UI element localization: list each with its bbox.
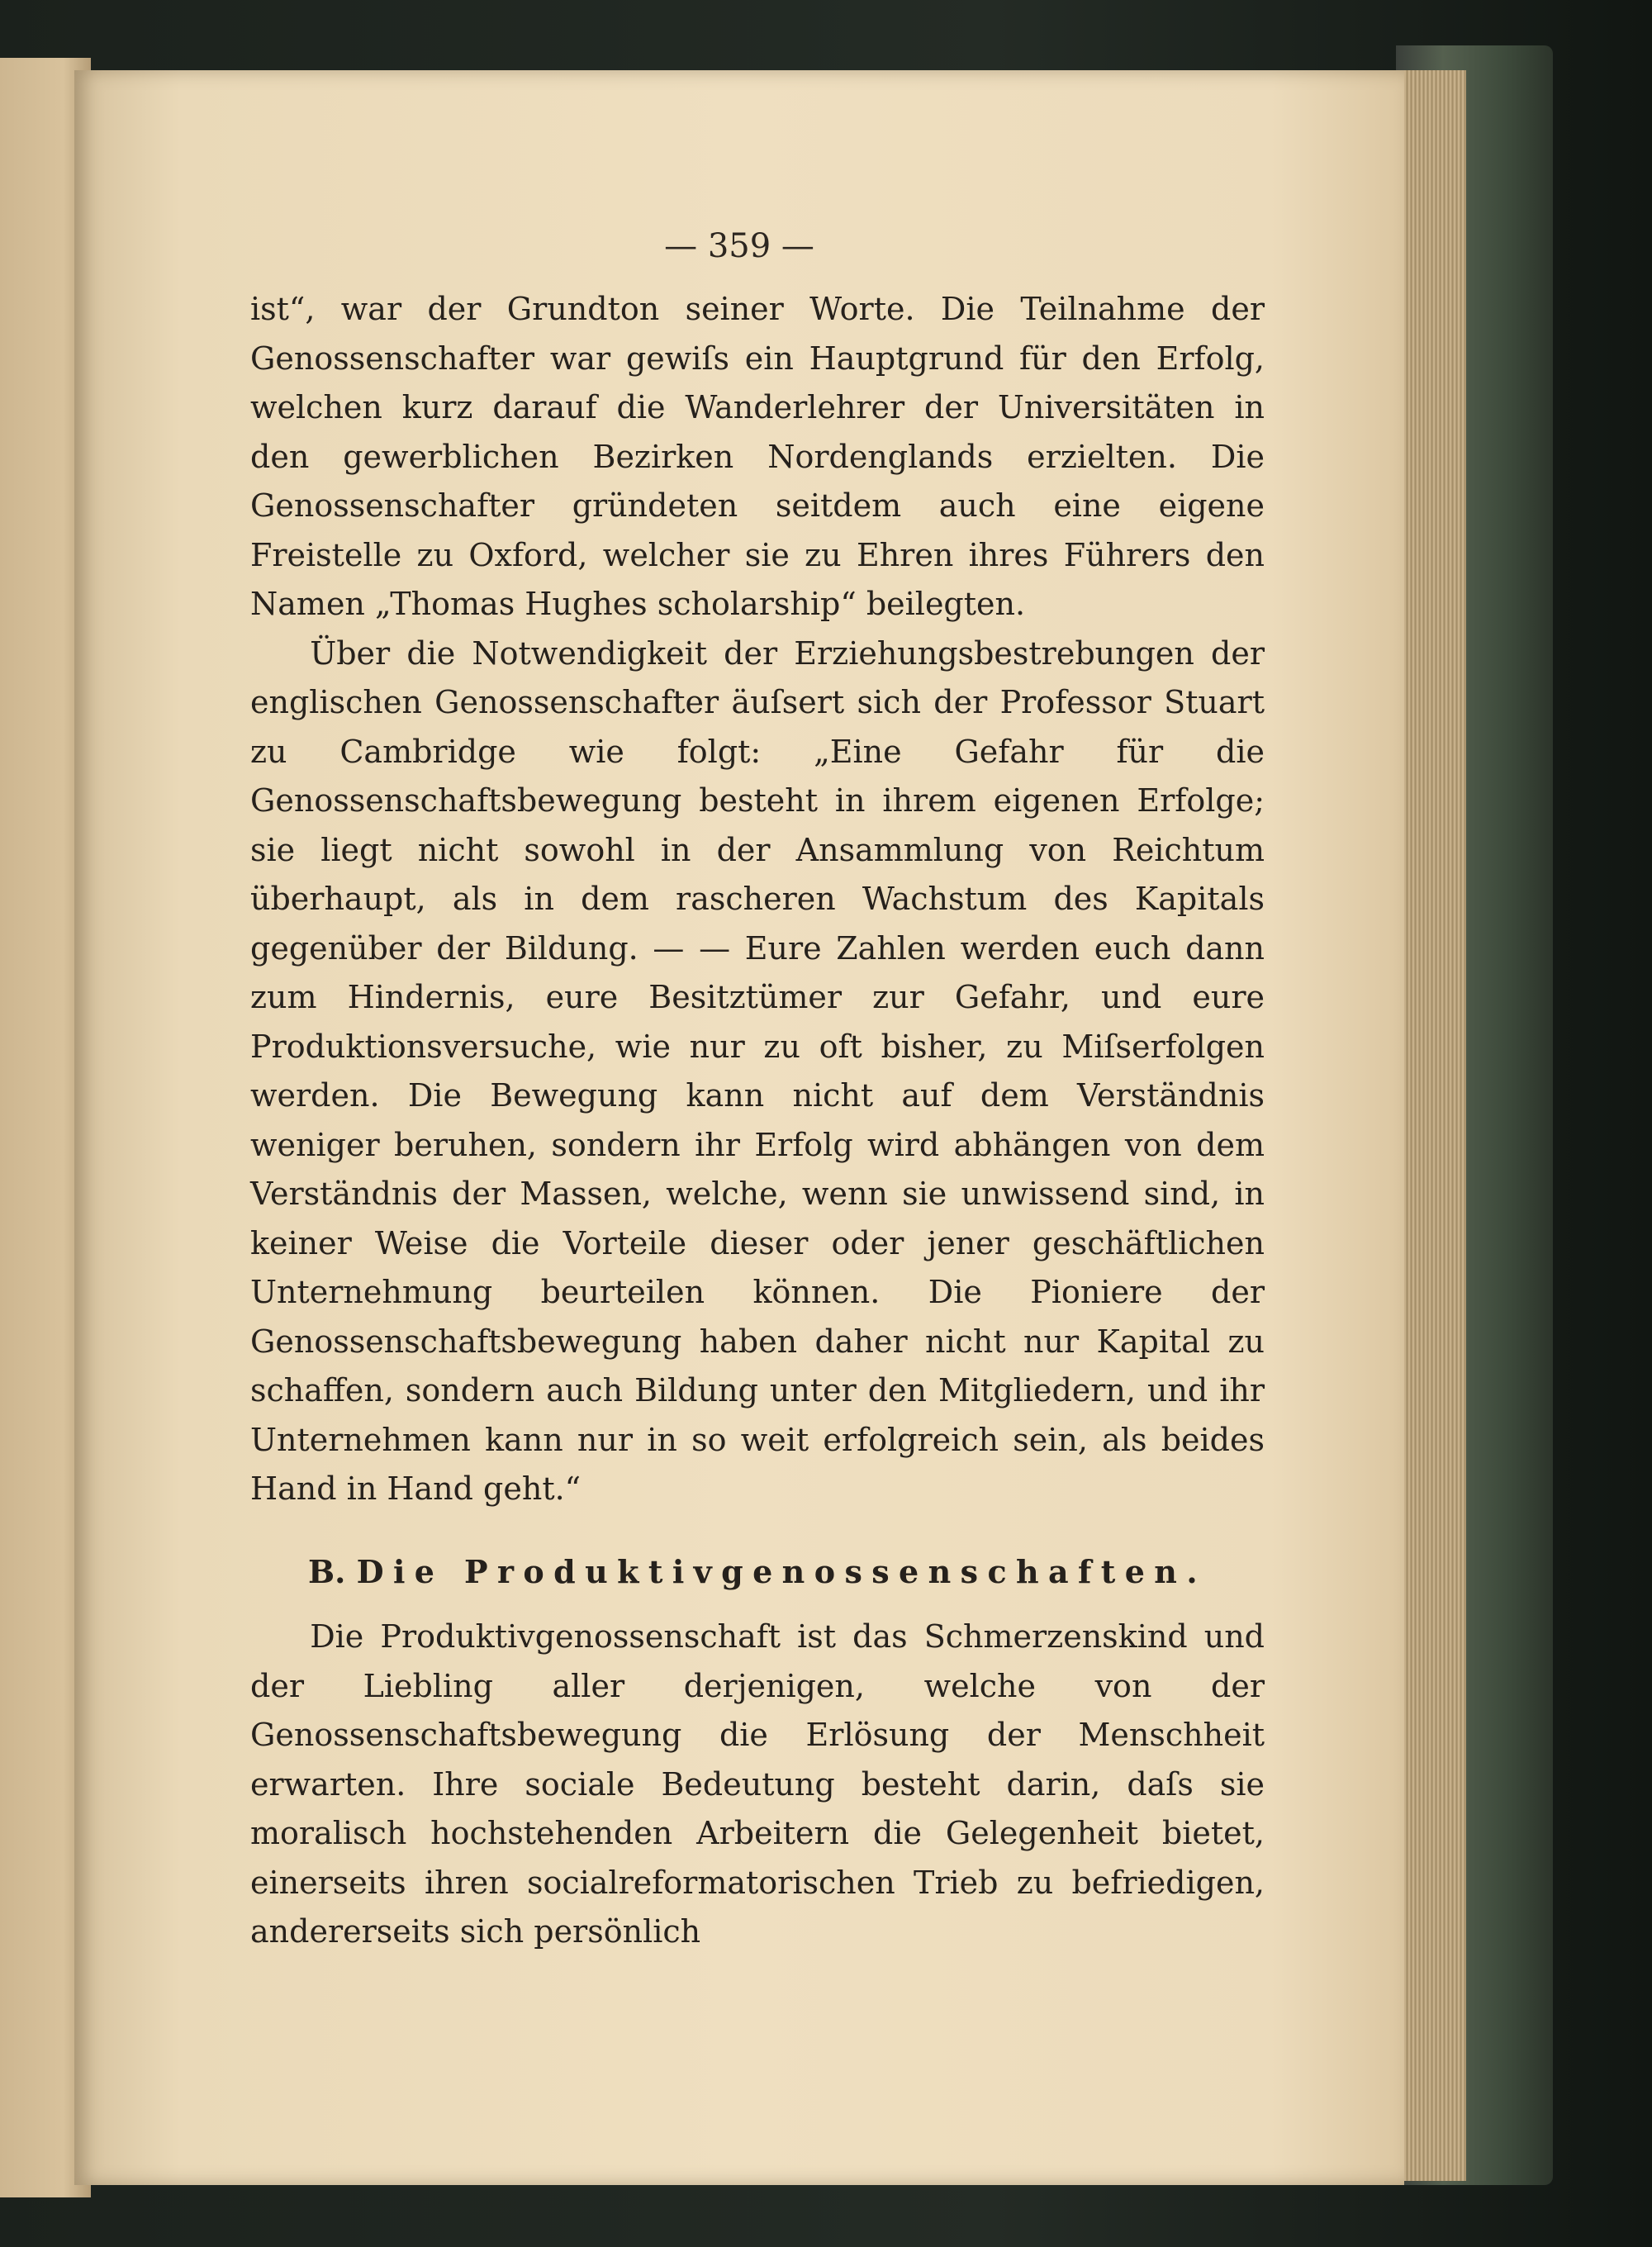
paragraph-2: Über die Notwendigkeit der Erziehungsbestrebungen der englischen Genossenschafter äuſsert sich der Professor Stuart zu Cambridge wie folgt: „Eine Gefahr für die Genossenschaftsbewegung besteht in ihrem eigenen Erfolge; sie liegt nicht sowohl in der Ansammlung von Reichtum überhaupt, als in dem rascheren Wachstum des Kapitals gegenüber der Bildung. — — Eure Zahlen werden euch dann zum Hindernis, eure Besitztümer zur Gefahr, und eure Produktionsversuche, wie nur zu oft bisher, zu Miſserfolgen werden. Die Bewegung kann nicht auf dem Verständnis weniger beruhen, sondern ihr Erfolg wird abhängen von dem Verständnis der Massen, welche, wenn sie unwissend sind, in keiner Weise die Vorteile dieser oder jener geschäftlichen Unternehmung beurteilen können. Die Pioniere der Genossenschaftsbewegung haben daher nicht nur Kapital zu schaffen, sondern auch Bildung unter den Mitgliedern, und ihr Unternehmen kann nur in so weit erfolgreich sein, als beides Hand in Hand geht.“ xyxy=(250,634,1265,1507)
section-heading xyxy=(250,1547,1265,1597)
book-page xyxy=(74,70,1404,2185)
paragraph-3: Die Produktivgenossenschaft ist das Schmerzenskind und der Liebling aller derjenigen, welche von der Genossenschaftsbewegung die Erlösung der Menschheit erwarten. Ihre sociale Bedeutung besteht darin, daſs sie moralisch hochstehenden Arbeitern die Gelegenheit bietet, einerseits ihren socialreformatorischen Trieb zu befriedigen, andererseits sich persönlich xyxy=(250,1618,1265,1950)
section-title: Die Produktivgenossenschaften. xyxy=(356,1552,1207,1590)
section-label: B. xyxy=(308,1552,346,1590)
paragraph-1: ist“, war der Grundton seiner Worte. Die Teilnahme der Genossenschafter war gewiſs ein Hauptgrund für den Erfolg, welchen kurz darauf die Wanderlehrer der Universitäten in den gewerblichen Bezirken Nordenglands erzielten. Die Genossenschafter gründeten seitdem auch eine eigene Freistelle zu Oxford, welcher sie zu Ehren ihres Führers den Namen „Thomas Hughes scholarship“ beilegten. xyxy=(250,291,1265,622)
page-number: — 359 — xyxy=(664,227,814,265)
page-stack-edge xyxy=(1404,70,1466,2181)
body-text xyxy=(250,285,1265,1957)
